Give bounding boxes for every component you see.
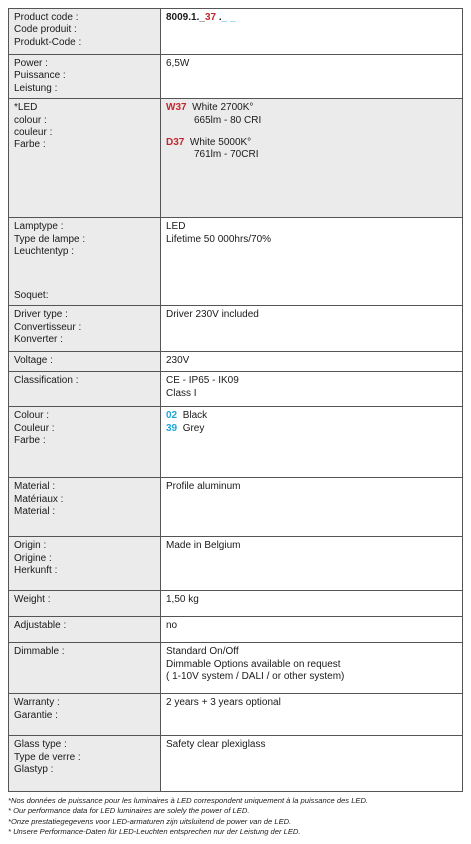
label-line: Type de lampe :	[14, 233, 86, 245]
colour-name: Black	[182, 410, 208, 422]
lamptype-value	[161, 218, 463, 306]
classification-label: Classification :	[9, 372, 161, 407]
label-line: Herkunft :	[14, 565, 58, 577]
code-finish: _ _	[221, 12, 236, 23]
row-lamptype	[9, 218, 463, 306]
led-detail: 665lm - 80 CRI	[194, 114, 262, 126]
material-value: Profile aluminum	[161, 478, 463, 537]
row-adjustable	[9, 617, 463, 643]
value-line: CE - IP65 - IK09	[166, 375, 239, 387]
adjustable-label: Adjustable :	[9, 617, 161, 643]
glass-value: Safety clear plexiglass	[161, 736, 463, 792]
label-line: Couleur :	[14, 422, 55, 434]
colour-code: 02	[166, 410, 178, 422]
colour-label	[9, 407, 161, 478]
row-glass	[9, 736, 463, 792]
driver-label	[9, 306, 161, 352]
code-prefix: 8009.1._	[166, 12, 205, 23]
footnote-de: * Unsere Performance-Daten für LED-Leuchten entsprechen nur der Leistung der LED.	[8, 826, 301, 836]
label-line: Leistung :	[14, 82, 58, 94]
voltage-label: Voltage :	[9, 352, 161, 372]
warranty-label	[9, 694, 161, 736]
led-name: White 5000K°	[189, 137, 252, 149]
label-line: Driver type :	[14, 309, 68, 321]
row-weight	[9, 591, 463, 617]
power-value: 6,5W	[161, 55, 463, 99]
label-line: Puissance :	[14, 70, 66, 82]
led-detail: 761lm - 70CRI	[194, 149, 259, 161]
footnote-en: * Our performance data for LED luminaires are solely the power of LED.	[8, 806, 250, 816]
driver-value: Driver 230V included	[161, 306, 463, 352]
led-name: White 2700K°	[192, 102, 254, 114]
led-colour-label	[9, 99, 161, 218]
weight-value: 1,50 kg	[161, 591, 463, 617]
row-power	[9, 55, 463, 99]
footnotes	[8, 796, 463, 837]
led-code: W37	[166, 102, 187, 114]
label-line: Material :	[14, 506, 56, 518]
label-line: Code produit :	[14, 24, 77, 36]
label-line: Origine :	[14, 552, 52, 564]
weight-label: Weight :	[9, 591, 161, 617]
code-dot: .	[216, 12, 222, 23]
label-line: Farbe :	[14, 435, 46, 447]
label-line: Garantie :	[14, 709, 58, 721]
led-option	[166, 137, 457, 162]
origin-label	[9, 537, 161, 591]
product-code-label	[9, 9, 161, 55]
label-line: Material :	[14, 481, 56, 493]
value-line: Class I	[166, 387, 197, 399]
value-line: Lifetime 50 000hrs/70%	[166, 233, 272, 245]
adjustable-value: no	[161, 617, 463, 643]
code-colour-digits: 37	[204, 12, 217, 23]
glass-label	[9, 736, 161, 792]
label-line: Glass type :	[14, 739, 67, 751]
dimmable-value	[161, 643, 463, 694]
value-line: Dimmable Options available on request	[166, 658, 341, 670]
label-line: Konverter :	[14, 334, 63, 346]
label-line: Colour :	[14, 410, 50, 422]
led-option	[166, 102, 457, 127]
spec-sheet	[8, 8, 463, 792]
voltage-value: 230V	[161, 352, 463, 372]
led-code: D37	[166, 137, 185, 149]
label-line: Power :	[14, 58, 48, 69]
label-line: Type de verre :	[14, 751, 81, 763]
origin-value: Made in Belgium	[161, 537, 463, 591]
row-dimmable	[9, 643, 463, 694]
label-line: Leuchtentyp :	[14, 246, 75, 258]
material-label	[9, 478, 161, 537]
row-material	[9, 478, 463, 537]
power-label	[9, 55, 161, 99]
row-colour	[9, 407, 463, 478]
row-origin	[9, 537, 463, 591]
label-line: Warranty :	[14, 697, 60, 709]
value-line: ( 1-10V system / DALI / or other system)	[166, 671, 345, 683]
row-product-code	[9, 9, 463, 55]
led-colour-value	[161, 99, 463, 218]
label-line: Matériaux :	[14, 493, 64, 505]
value-line: LED	[166, 221, 186, 233]
row-led-colour	[9, 99, 463, 218]
lamptype-label	[9, 218, 161, 306]
label-line: Glastyp :	[14, 764, 54, 776]
warranty-value: 2 years + 3 years optional	[161, 694, 463, 736]
row-voltage	[9, 352, 463, 372]
label-line: Soquet:	[14, 289, 49, 301]
row-warranty	[9, 694, 463, 736]
value-line: Standard On/Off	[166, 646, 239, 658]
label-line: Produkt-Code :	[14, 36, 82, 48]
colour-value	[161, 407, 463, 478]
label-line: *LED	[14, 102, 38, 114]
label-line: couleur :	[14, 127, 53, 139]
label-line: Convertisseur :	[14, 321, 82, 333]
label-line: Farbe :	[14, 139, 46, 151]
label-line: Origin :	[14, 540, 47, 552]
classification-value	[161, 372, 463, 407]
product-code-value	[161, 9, 463, 55]
label-line: Product code :	[14, 12, 79, 23]
row-classification	[9, 372, 463, 407]
footnote-fr: *Nos données de puissance pour les luminaires à LED correspondent uniquement à la puissance des LED.	[8, 796, 369, 805]
dimmable-label: Dimmable :	[9, 643, 161, 694]
spec-table	[8, 8, 463, 792]
colour-code: 39	[166, 422, 178, 434]
label-line: colour :	[14, 114, 47, 126]
colour-name: Grey	[182, 422, 205, 434]
label-line: Lamptype :	[14, 221, 64, 233]
row-driver	[9, 306, 463, 352]
footnote-nl: *Onze prestatiegegevens voor LED-armaturen zijn uitsluitend de power van de LED.	[8, 816, 292, 826]
